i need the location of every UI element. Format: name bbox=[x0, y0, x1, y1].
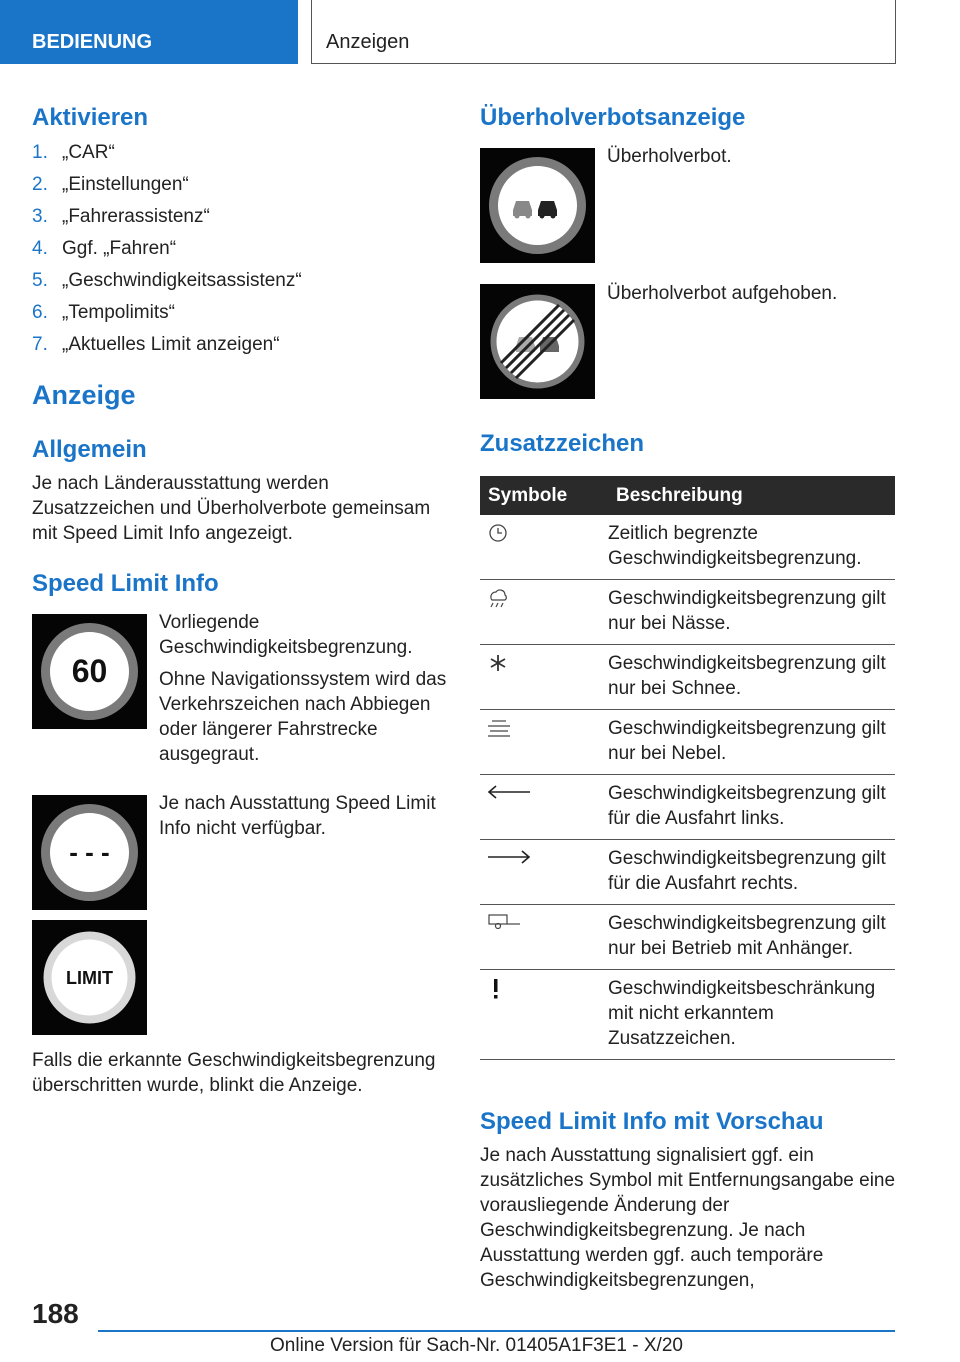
table-row bbox=[480, 970, 895, 1060]
aktivieren-heading: Aktivieren bbox=[32, 104, 149, 131]
row-description: Geschwindigkeitsbegrenzung gilt für die Ausfahrt rechts. bbox=[608, 840, 895, 905]
zusatzzeichen-table bbox=[480, 476, 895, 1060]
rain-icon bbox=[486, 588, 510, 610]
speed-limit-sign bbox=[32, 920, 147, 1035]
chapter-label: Anzeigen bbox=[311, 0, 896, 64]
arrow-left-icon bbox=[486, 783, 532, 801]
ueberholverbot-heading: Überholverbotsanzeige bbox=[480, 104, 746, 131]
no-overtaking-sign bbox=[480, 148, 595, 263]
no-overtaking-end-sign bbox=[480, 284, 595, 399]
clock-icon bbox=[486, 523, 510, 543]
sli-text4: Falls die erkannte Geschwindigkeitsbegrenzung überschritten wurde, blinkt die Anzeige. bbox=[32, 1050, 436, 1096]
col-description: Beschreibung bbox=[608, 476, 895, 515]
trailer-icon bbox=[486, 913, 522, 931]
page-number: 188 bbox=[32, 1298, 79, 1329]
allgemein-text: Je nach Länderausstattung werden Zusatzzeichen und Überholverbote gemeinsam mit Speed Limit Info angezeigt. bbox=[32, 473, 431, 544]
exclamation-icon bbox=[486, 978, 506, 1000]
table-row bbox=[480, 775, 895, 840]
speed-60-label: 60 bbox=[71, 653, 108, 689]
zusatz-heading: Zusatzzeichen bbox=[480, 430, 645, 457]
sli-text3: Je nach Ausstattung Speed Limit Info nicht verfügbar. bbox=[159, 793, 436, 839]
sli-text2-wrap bbox=[32, 667, 452, 767]
table-row bbox=[480, 840, 895, 905]
footer-divider bbox=[98, 1330, 895, 1332]
table-row bbox=[480, 710, 895, 775]
col-symbol: Symbole bbox=[480, 476, 608, 515]
table-header-row bbox=[480, 476, 895, 515]
vorschau-heading: Speed Limit Info mit Vorschau bbox=[480, 1108, 824, 1135]
row-description: Geschwindigkeitsbeschränkung mit nicht erkanntem Zusatzzeichen. bbox=[608, 970, 895, 1060]
table-row bbox=[480, 645, 895, 710]
anzeige-heading: Anzeige bbox=[32, 380, 136, 410]
snowflake-icon bbox=[486, 653, 510, 673]
table-row bbox=[480, 580, 895, 645]
allgemein-heading: Allgemein bbox=[32, 436, 147, 463]
fog-icon bbox=[486, 718, 512, 740]
arrow-right-icon bbox=[486, 848, 532, 866]
sli-text1: Vorliegende Geschwindigkeitsbegrenzung. bbox=[159, 612, 413, 658]
row-description: Geschwindigkeitsbegrenzung gilt für die Ausfahrt links. bbox=[608, 775, 895, 840]
section-label: BEDIENUNG bbox=[0, 0, 298, 64]
table-row bbox=[480, 515, 895, 580]
sli-text2: Ohne Navigationssystem wird das Verkehrszeichen nach Abbiegen oder längerer Fahrstrecke ausgegraut. bbox=[159, 669, 447, 765]
limit-label: LIMIT bbox=[66, 968, 113, 988]
dash-label: - - - bbox=[69, 837, 110, 867]
footer-text: Online Version für Sach-Nr. 01405A1F3E1 - X/20 bbox=[270, 1335, 683, 1356]
ueberholverbot-text2: Überholverbot aufgehoben. bbox=[607, 283, 838, 304]
row-description: Geschwindigkeitsbegrenzung gilt nur bei Schnee. bbox=[608, 645, 895, 710]
row-description: Geschwindigkeitsbegrenzung gilt nur bei Nässe. bbox=[608, 580, 895, 645]
table-row bbox=[480, 905, 895, 970]
speed-unavailable-sign bbox=[32, 795, 147, 910]
sli-heading: Speed Limit Info bbox=[32, 570, 219, 597]
ueberholverbot-text1: Überholverbot. bbox=[607, 146, 732, 167]
row-description: Zeitlich begrenzte Geschwindigkeitsbegrenzung. bbox=[608, 515, 895, 580]
row-description: Geschwindigkeitsbegrenzung gilt nur bei Betrieb mit Anhänger. bbox=[608, 905, 895, 970]
vorschau-text: Je nach Ausstattung signalisiert ggf. ein zusätzliches Symbol mit Entfernungsangabe eine vorausliegende Änderung der Geschwindigkeitsbegrenzung. Je nach Ausstattung werden ggf. auch temporäre Geschwindigkeitsbegrenzungen, bbox=[480, 1145, 896, 1291]
row-description: Geschwindigkeitsbegrenzung gilt nur bei Nebel. bbox=[608, 710, 895, 775]
